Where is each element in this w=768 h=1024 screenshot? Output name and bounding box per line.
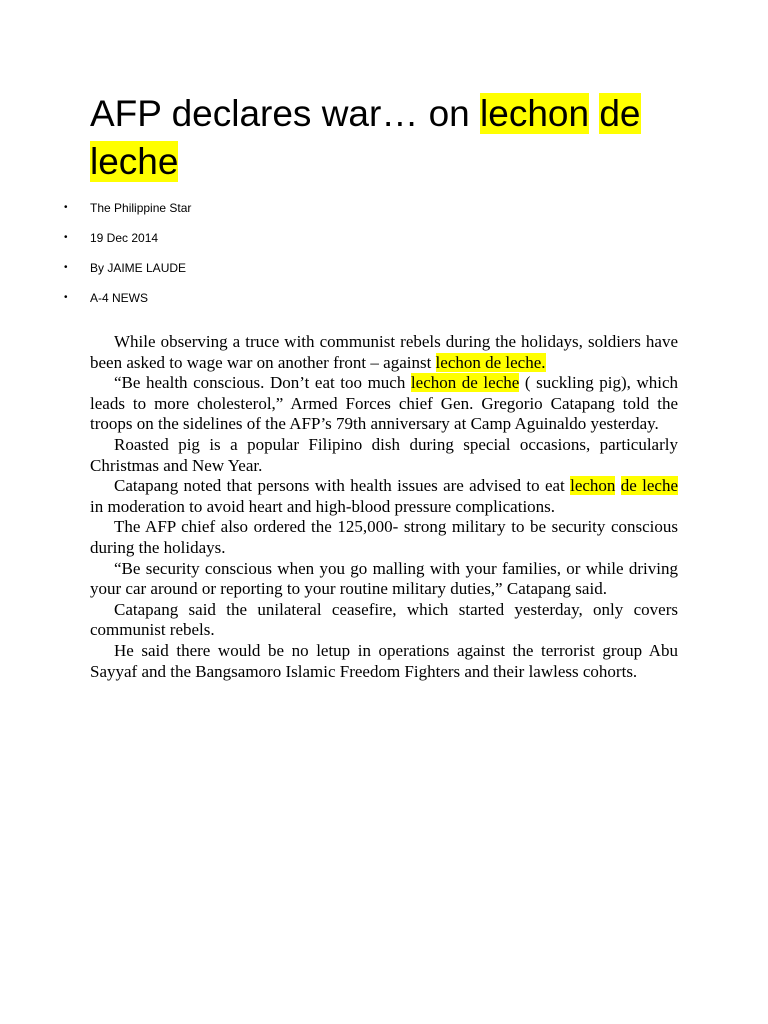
article-paragraph	[90, 559, 678, 600]
paragraph-highlight: lechon de leche.	[435, 352, 546, 372]
bullet-icon: •	[64, 262, 68, 273]
meta-section: A-4 NEWS	[90, 291, 149, 305]
paragraph-text: “Be security conscious when you go malling with your families, or while driving your car around or reporting to your routine military duties,” Catapang said.	[90, 558, 678, 599]
article-body	[90, 332, 678, 682]
bullet-icon: •	[64, 232, 68, 243]
paragraph-text: Catapang noted that persons with health issues are advised to eat	[114, 476, 571, 496]
title-text: AFP declares war… on	[90, 93, 481, 134]
article-title	[90, 90, 690, 186]
article-paragraph	[90, 435, 678, 476]
article-paragraph	[90, 641, 678, 682]
article-paragraph	[90, 517, 678, 558]
title-space	[589, 93, 599, 134]
paragraph-text	[615, 476, 620, 495]
paragraph-highlight: lechon de leche	[410, 373, 520, 393]
paragraph-text: ( suckling pig), which leads to more cholesterol,” Armed Forces chief Gen. Gregorio Catapang told the troops on the sidelines of the AFP’s 79th anniversary at Camp Aguinaldo yesterday.	[90, 373, 679, 434]
title-highlight: de leche	[90, 93, 641, 182]
paragraph-highlight: lechon	[570, 476, 616, 496]
paragraph-text: Roasted pig is a popular Filipino dish during special occasions, particularly Christmas and New Year.	[90, 434, 678, 475]
meta-source: The Philippine Star	[90, 201, 192, 215]
paragraph-highlight: de leche	[620, 476, 678, 496]
bullet-icon: •	[64, 292, 68, 303]
article-paragraph	[90, 373, 678, 435]
article-paragraph	[90, 600, 678, 641]
article-paragraph	[90, 476, 678, 517]
meta-date: 19 Dec 2014	[90, 231, 159, 245]
meta-author: By JAIME LAUDE	[90, 261, 187, 275]
paragraph-text: Catapang said the unilateral ceasefire, which started yesterday, only covers communist rebels.	[90, 599, 678, 640]
paragraph-text: in moderation to avoid heart and high-blood pressure complications.	[90, 496, 556, 516]
paragraph-text: He said there would be no letup in operations against the terrorist group Abu Sayyaf and the Bangsamoro Islamic Freedom Fighters and their lawless cohorts.	[90, 640, 678, 681]
article-paragraph	[90, 332, 678, 373]
paragraph-text: While observing a truce with communist rebels during the holidays, soldiers have been asked to wage war on another front – against	[90, 332, 678, 372]
paragraph-text: The AFP chief also ordered the 125,000- strong military to be security conscious during the holidays.	[90, 517, 678, 557]
paragraph-text: “Be health conscious. Don’t eat too much	[114, 373, 411, 393]
bullet-icon: •	[64, 202, 68, 213]
title-highlight: lechon	[480, 93, 590, 134]
